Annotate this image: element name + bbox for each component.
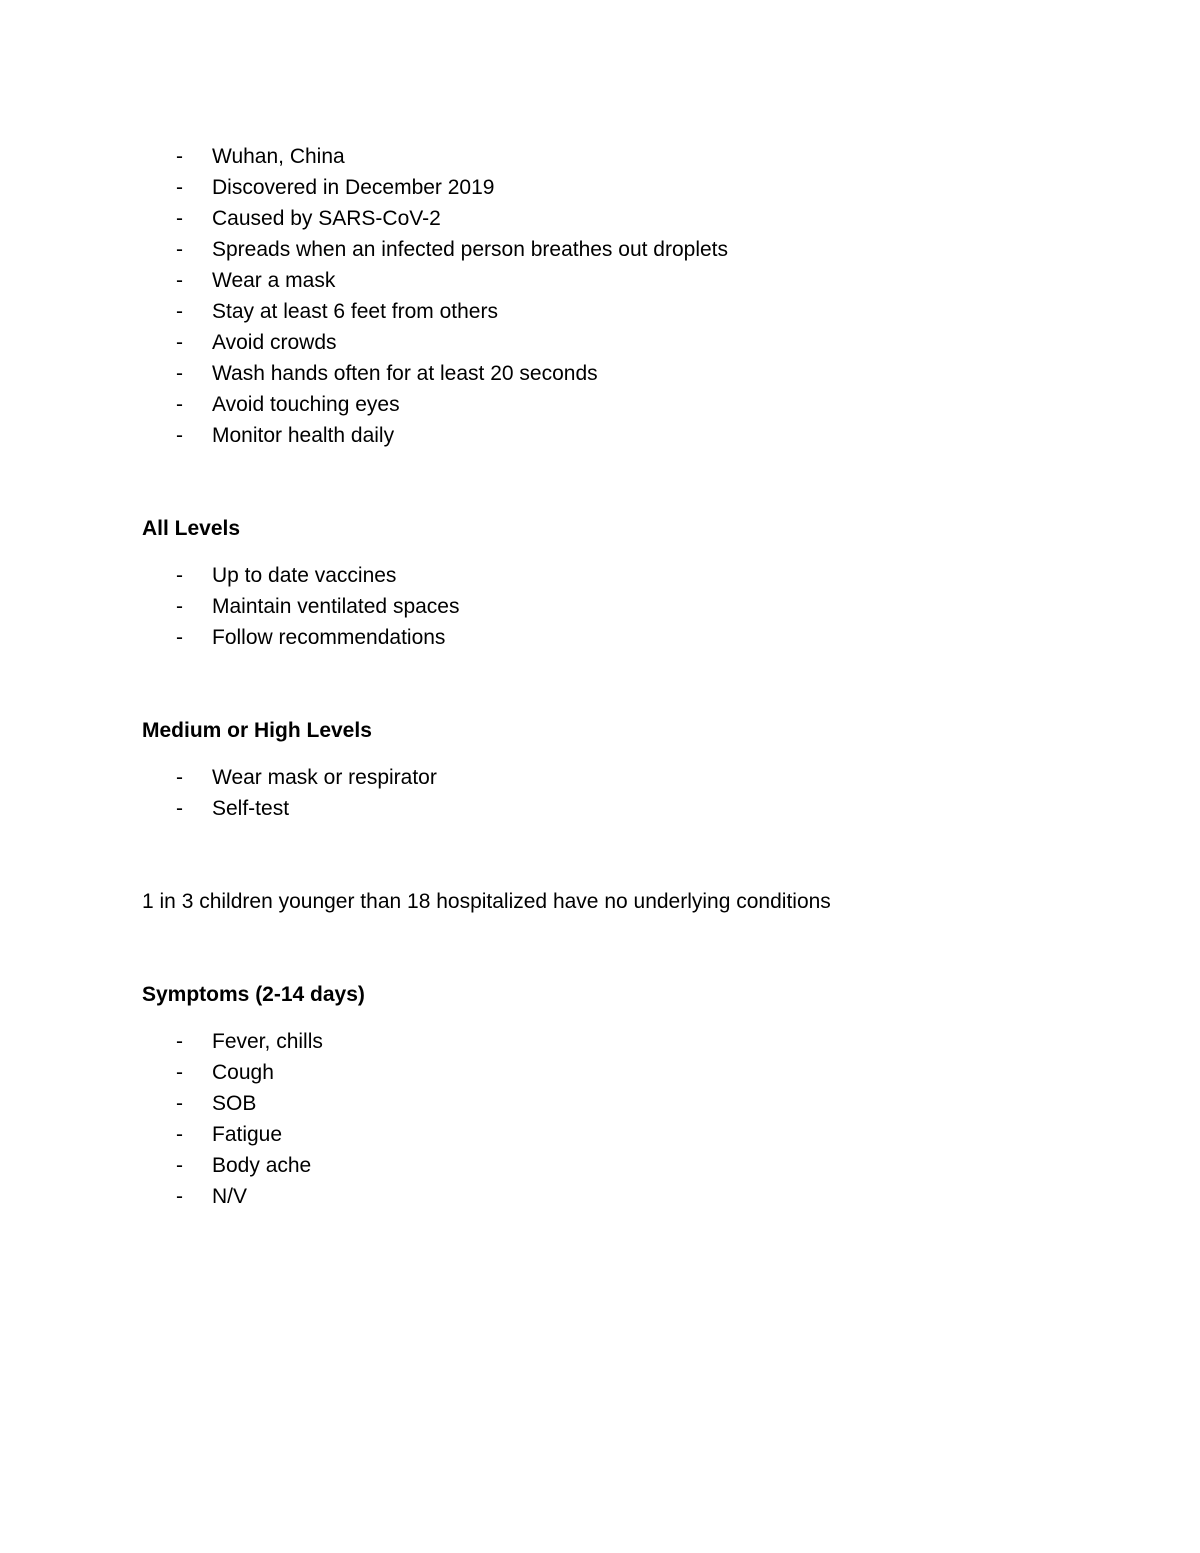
dash-marker: - xyxy=(176,207,183,230)
list-item-text: Stay at least 6 feet from others xyxy=(212,300,498,323)
all-levels-list xyxy=(142,560,1122,653)
dash-marker: - xyxy=(176,626,183,649)
list-item xyxy=(142,1026,1122,1057)
list-item-text: N/V xyxy=(212,1185,248,1208)
symptoms-section xyxy=(142,979,1122,1010)
list-item xyxy=(142,762,1122,793)
list-item xyxy=(142,591,1122,622)
list-item xyxy=(142,560,1122,591)
dash-marker: - xyxy=(176,238,183,261)
children-note-section xyxy=(142,886,1122,917)
dash-marker: - xyxy=(176,424,183,447)
medium-high-list-wrap xyxy=(142,762,1122,824)
list-item xyxy=(142,1119,1122,1150)
dash-marker: - xyxy=(176,176,183,199)
symptoms-list-wrap xyxy=(142,1026,1122,1212)
list-item-text: Discovered in December 2019 xyxy=(212,176,495,199)
list-item xyxy=(142,265,1122,296)
list-item xyxy=(142,172,1122,203)
list-item-text: Avoid crowds xyxy=(212,331,337,354)
dash-marker: - xyxy=(176,1030,183,1053)
list-item-text: Wear a mask xyxy=(212,269,336,292)
dash-marker: - xyxy=(176,564,183,587)
list-item-text: Body ache xyxy=(212,1154,312,1177)
list-item xyxy=(142,1150,1122,1181)
dash-marker: - xyxy=(176,393,183,416)
list-item xyxy=(142,1088,1122,1119)
dash-marker: - xyxy=(176,300,183,323)
list-item-text: SOB xyxy=(212,1092,257,1115)
dash-marker: - xyxy=(176,269,183,292)
symptoms-list xyxy=(142,1026,1122,1212)
list-item-text: Caused by SARS-CoV-2 xyxy=(212,207,441,230)
list-item-text: Self-test xyxy=(212,797,290,820)
list-item xyxy=(142,296,1122,327)
list-item-text: Fever, chills xyxy=(212,1030,323,1053)
list-item xyxy=(142,793,1122,824)
list-item xyxy=(142,234,1122,265)
list-item xyxy=(142,389,1122,420)
intro-list xyxy=(142,141,1122,451)
list-item xyxy=(142,327,1122,358)
all-levels-section xyxy=(142,513,1122,544)
list-item-text: Fatigue xyxy=(212,1123,283,1146)
list-item-text: Up to date vaccines xyxy=(212,564,397,587)
all-levels-list-wrap xyxy=(142,560,1122,653)
dash-marker: - xyxy=(176,797,183,820)
list-item xyxy=(142,1057,1122,1088)
intro-section xyxy=(142,141,1122,451)
list-item-text: Spreads when an infected person breathes out droplets xyxy=(212,238,729,261)
section-heading: Symptoms (2-14 days) xyxy=(142,983,365,1006)
dash-marker: - xyxy=(176,1123,183,1146)
dash-marker: - xyxy=(176,1185,183,1208)
list-item-text: Wear mask or respirator xyxy=(212,766,437,789)
list-item-text: Wash hands often for at least 20 seconds xyxy=(212,362,598,385)
dash-marker: - xyxy=(176,1092,183,1115)
dash-marker: - xyxy=(176,145,183,168)
list-item xyxy=(142,203,1122,234)
list-item-text: Follow recommendations xyxy=(212,626,446,649)
list-item xyxy=(142,141,1122,172)
list-item xyxy=(142,358,1122,389)
list-item xyxy=(142,622,1122,653)
list-item-text: Cough xyxy=(212,1061,274,1084)
dash-marker: - xyxy=(176,1154,183,1177)
dash-marker: - xyxy=(176,1061,183,1084)
dash-marker: - xyxy=(176,331,183,354)
list-item xyxy=(142,420,1122,451)
children-note: 1 in 3 children younger than 18 hospitalized have no underlying conditions xyxy=(142,890,831,913)
list-item-text: Avoid touching eyes xyxy=(212,393,400,416)
list-item-text: Monitor health daily xyxy=(212,424,395,447)
list-item-text: Maintain ventilated spaces xyxy=(212,595,460,618)
dash-marker: - xyxy=(176,595,183,618)
dash-marker: - xyxy=(176,362,183,385)
list-item-text: Wuhan, China xyxy=(212,145,345,168)
section-heading: Medium or High Levels xyxy=(142,719,372,742)
medium-high-section xyxy=(142,715,1122,746)
section-heading: All Levels xyxy=(142,517,241,540)
list-item xyxy=(142,1181,1122,1212)
dash-marker: - xyxy=(176,766,183,789)
medium-high-list xyxy=(142,762,1122,824)
